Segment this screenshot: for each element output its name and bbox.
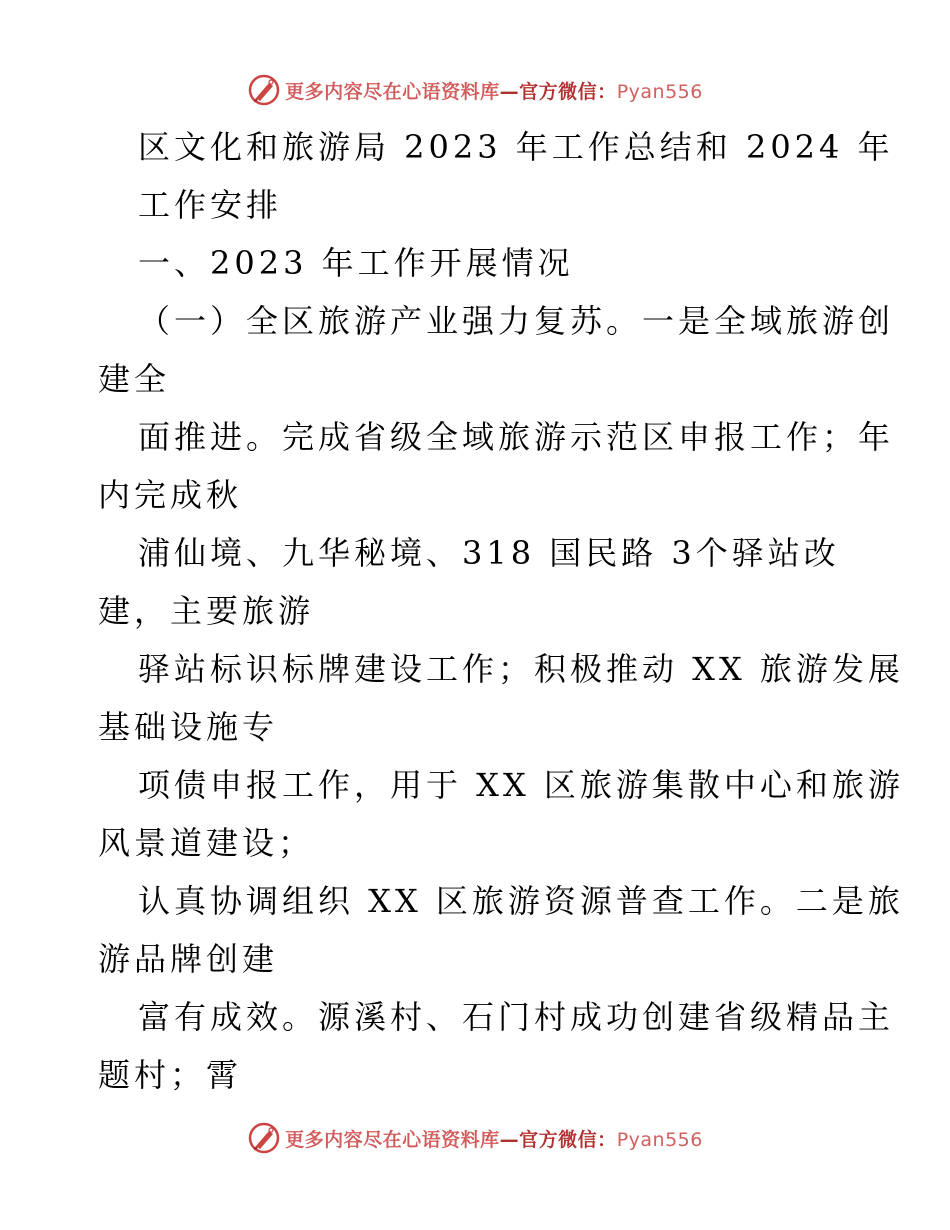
document-title-line-1: 区文化和旅游局 2023 年工作总结和 2024 年 xyxy=(138,128,894,166)
watermark-banner-top xyxy=(0,70,950,110)
paragraph-line: 项债申报工作，用于 XX 区旅游集散中心和旅游 xyxy=(138,766,904,804)
paragraph-line: 基础设施专 xyxy=(98,708,279,746)
paragraph-line: 建全 xyxy=(98,360,171,398)
watermark-text xyxy=(285,77,703,104)
paragraph-line: 风景道建设； xyxy=(98,824,315,862)
document-title-line-2: 工作安排 xyxy=(138,186,283,224)
watermark-text xyxy=(285,1125,703,1152)
pen-logo-icon xyxy=(247,1121,281,1155)
section-heading: 一、2023 年工作开展情况 xyxy=(138,244,574,282)
watermark-tail: 官方微信： xyxy=(519,80,617,103)
watermark-lead: 更多内容尽在心语资料库 xyxy=(285,80,500,103)
watermark-tail: 官方微信： xyxy=(519,1128,617,1151)
paragraph-line: 内完成秋 xyxy=(98,476,243,514)
watermark-banner-bottom xyxy=(0,1118,950,1158)
paragraph-line: 建，主要旅游 xyxy=(98,592,315,630)
document-body xyxy=(0,118,950,1104)
watermark-wechat-id: Pyan556 xyxy=(616,80,703,103)
paragraph-line: 题村；霄 xyxy=(98,1056,243,1094)
paragraph-line: 认真协调组织 XX 区旅游资源普查工作。二是旅 xyxy=(138,882,904,920)
paragraph-line: 驿站标识标牌建设工作；积极推动 XX 旅游发展 xyxy=(138,650,904,688)
paragraph-line: 游品牌创建 xyxy=(98,940,279,978)
watermark-dash: — xyxy=(499,80,520,103)
paragraph-line: 富有成效。源溪村、石门村成功创建省级精品主 xyxy=(138,998,895,1036)
paragraph-line: 浦仙境、九华秘境、318 国民路 3个驿站改 xyxy=(138,534,840,572)
watermark-lead: 更多内容尽在心语资料库 xyxy=(285,1128,500,1151)
watermark-dash: — xyxy=(499,1128,520,1151)
watermark-wechat-id: Pyan556 xyxy=(616,1128,703,1151)
paragraph-line: 面推进。完成省级全域旅游示范区申报工作；年 xyxy=(138,418,895,456)
pen-logo-icon xyxy=(247,73,281,107)
paragraph-line: （一）全区旅游产业强力复苏。一是全域旅游创 xyxy=(138,302,895,340)
